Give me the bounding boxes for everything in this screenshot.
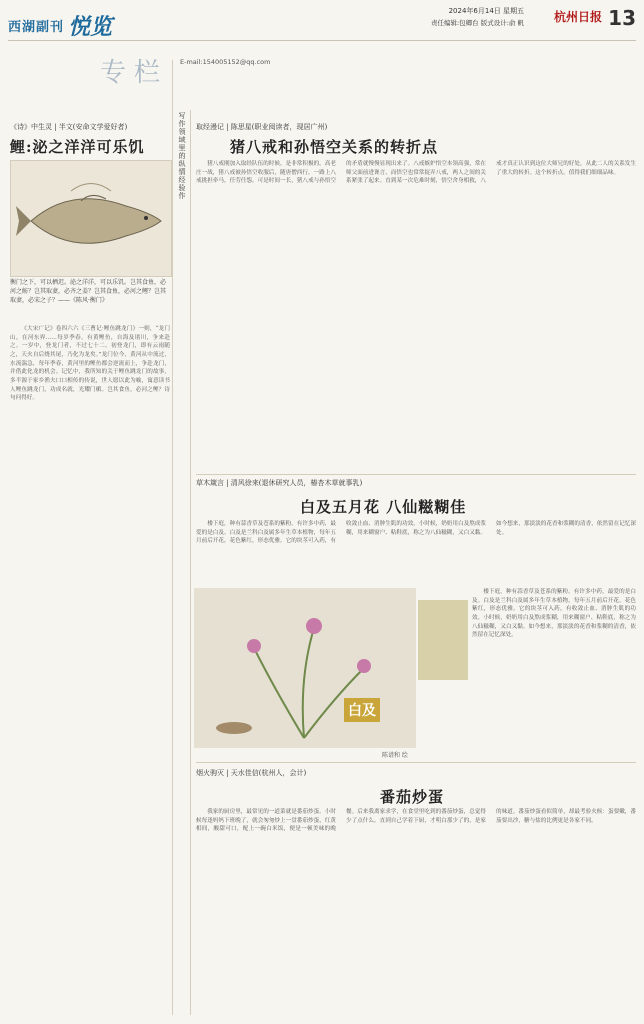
editors-line: 责任编辑:包卿台 版式设计:俞 帆: [430, 19, 524, 27]
column-divider-topic: [190, 110, 191, 1015]
right-mid-side-body: 楼下庭，种有蒜香草及苍系的紫粉。有许多中药，最爱的是白及。白及是兰科白及属多年生草本植物，每年五月前后开花，花色紫红，形态优雅。它的块茎可入药，有收敛止血、消肿生肌的功效。小时候，奶奶用白及熬成浆糊，用来糊窗户、粘鞋底，称之为八仙糍糊，又白又黏。如今想来，那淡淡的花香和浆糊的清香，依然留在记忆深处。: [472, 589, 636, 639]
section-name: 西湖副刊: [8, 20, 65, 35]
baiji-illustration: [194, 588, 416, 748]
orchid-icon: [194, 588, 416, 748]
right-bottom-body: [196, 808, 636, 1016]
right-top-header: 取经漫记 | 陈思星(职业阅读者，现居广州): [196, 123, 328, 131]
right-top-body: [196, 160, 636, 470]
column-divider-left: [172, 60, 173, 1015]
carp-illustration: [10, 160, 172, 277]
issue-date: 2024年6月14日 星期五: [448, 7, 524, 15]
section-divider-2: [196, 762, 636, 763]
right-mid-body-text: 楼下庭，种有蒜香草及苍系的紫粉。有许多中药，最爱的是白及。白及是兰科白及属多年生草本植物，每年五月前后开花，花色紫红，形态优雅。它的块茎可入药，有收敛止血、消肿生肌的功效。小时候，奶奶用白及熬成浆糊，用来糊窗户、粘鞋底，称之为八仙糍糊，又白又黏。如今想来，那淡淡的花香和浆糊的清香，依然留在记忆深处。: [196, 521, 636, 545]
column-topic: 写作领域里的纵情经验作: [178, 112, 186, 200]
left-article-body: [10, 325, 170, 1015]
right-mid-title: 白及五月花 八仙糍糊佳: [300, 498, 467, 516]
left-body-text: 《大宋广记》卷四六六《三曹记·鲤鱼跳龙门》一则，“龙门山，在河东界……每岁季春，有黄鲤鱼，自海及诸川，争来赴之。一岁中，登龙门者，不过七十二。初登龙门，即有云雨随之，天火自后烧其尾，乃化为龙矣。”龙门位今，黄河从中流过，水流湍急，每年季春，黄河里的鲤鱼都会逆流而上，争赴龙门，并借此化龙的机会。记忆中，我所知的关于鲤鱼跳龙门的故事，多半源于家乡渔夫口口相传的传说，世人愿以此为喻，寓意读书人鲤鱼跳龙门，功成名就，光耀门楣。岂其食鱼，必河之鲤？诗句问得好。: [10, 326, 170, 402]
masthead-right: [376, 6, 636, 36]
newspaper-logo: 杭州日报: [553, 10, 602, 24]
right-bottom-title: 番茄炒蛋: [380, 788, 445, 806]
page-number: 13: [608, 6, 636, 30]
carp-icon: [11, 161, 171, 276]
left-article-header: 《诗》中生灵 | 半文(安命文学爱好者): [10, 123, 128, 131]
right-mid-header: 草木箴言 | 清风徐来(退休研究人员，椿杏木草就事乳): [196, 479, 363, 487]
right-mid-body: [196, 520, 636, 584]
left-article-title: 鲤:泌之洋洋可乐饥: [10, 138, 145, 156]
baiji-root-image: [418, 600, 468, 680]
masthead-left: [8, 10, 112, 41]
column-title: 专栏: [100, 58, 169, 88]
image-credit: 陈谱和 绘: [382, 752, 408, 759]
right-top-body-text: 猪八戒刚加入取经队伍的时候，是非常积极的。高老庄一战，猪八戒被孙悟空收服后，随唐僧西行，一路上八戒挑担牵马，任劳任怨。可是时间一长，猪八戒与孙悟空的矛盾就慢慢显现出来了。八戒嫉妒悟空本领高强，常在师父面前进谗言，而悟空也常常捉弄八戒，两人之间的关系紧张了起来。直到某一次危难时刻，悟空舍身相救，八戒才真正认识到这位大师兄的好处，从此二人的关系发生了重大的转折。这个转折点，值得我们细细品味。: [196, 161, 636, 185]
right-bottom-header: 烟火驹灭 | 天水佳信(杭州人，会计): [196, 769, 307, 777]
right-top-title: 猪八戒和孙悟空关系的转折点: [230, 138, 439, 156]
masthead-rule: [8, 40, 636, 41]
right-mid-side-text: [472, 588, 636, 756]
section-logo: 悦览: [68, 14, 113, 40]
column-email: E-mail:154005152@qq.com: [180, 58, 271, 66]
section-divider-1: [196, 474, 636, 475]
image-label: 白及: [344, 698, 380, 722]
left-poem: 衡门之下，可以栖迟。泌之洋洋，可以乐饥。岂其食鱼，必河之鲂？岂其取妻，必齐之姜？岂其食鱼，必河之鲤？岂其取妻，必宋之子？——《陈风·衡门》: [10, 279, 167, 304]
right-bottom-body-text: 我家的厨房里，最常见的一道菜就是番茄炒蛋。小时候每逢妈妈下班晚了，就会匆匆炒上一盘番茄炒蛋，红黄相间，酸甜可口，配上一碗白米饭，便是一顿美味的晚餐。后来我离家求学，在食堂里吃到的番茄炒蛋，总觉得少了点什么。直到自己学着下厨，才明白那少了的，是家的味道。番茄炒蛋看似简单，却最考验火候：蛋要嫩，番茄要出沙，糖与盐的比例更是各家不同。: [196, 809, 636, 833]
